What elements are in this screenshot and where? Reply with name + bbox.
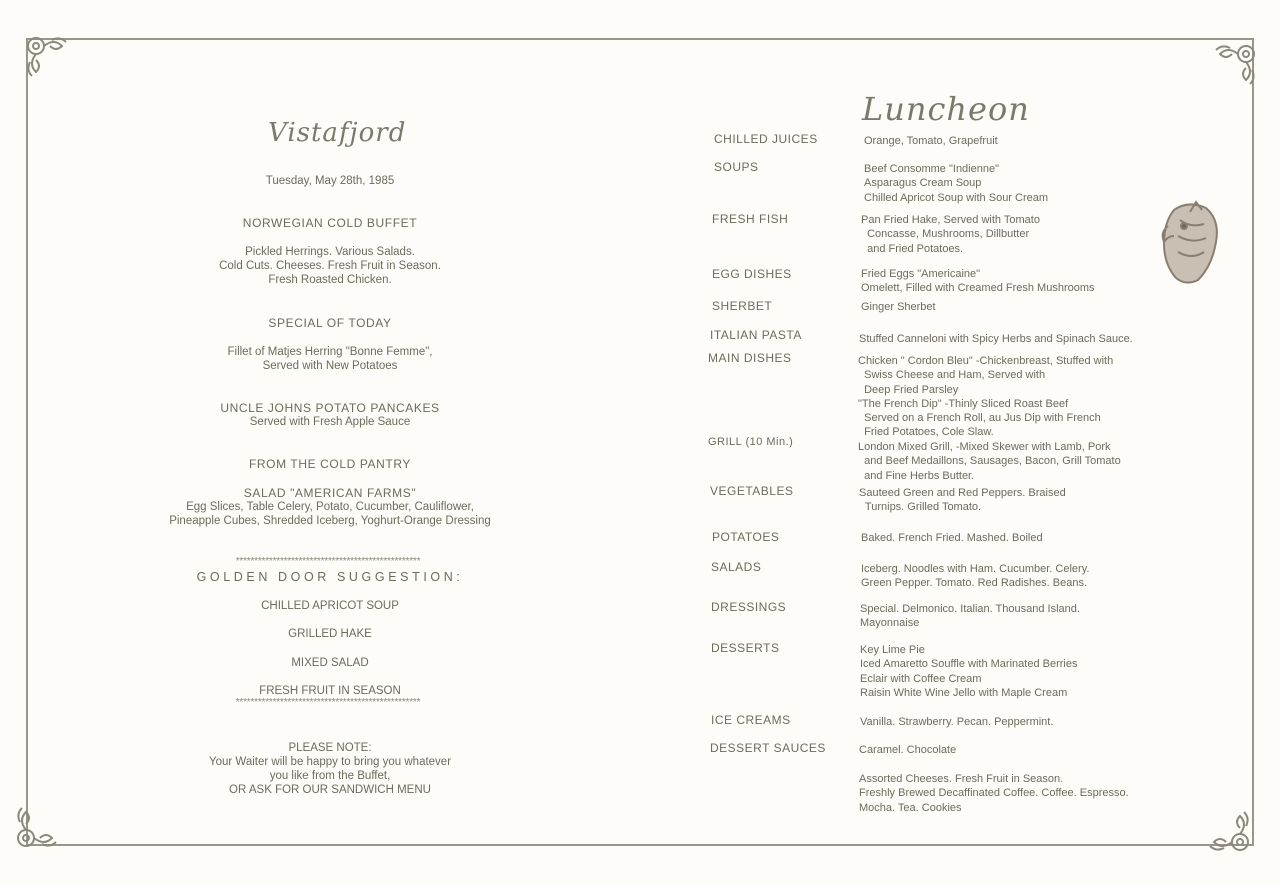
category-items: Special. Delmonico. Italian. Thousand Island. Mayonnaise xyxy=(860,603,1080,630)
category-items: Beef Consomme "Indienne" Asparagus Cream Soup Chilled Apricot Soup with Sour Cream xyxy=(864,163,1049,204)
category-label: FRESH FISH xyxy=(712,212,789,226)
category-items: Vanilla. Strawberry. Pecan. Peppermint. xyxy=(860,716,1054,728)
note-line: OR ASK FOR OUR SANDWICH MENU xyxy=(229,784,431,796)
golden-door-item: CHILLED APRICOT SOUP xyxy=(261,600,399,612)
corner-ornament-icon xyxy=(22,32,76,86)
section-heading: FROM THE COLD PANTRY xyxy=(248,457,412,471)
section-line: Pineapple Cubes, Shredded Iceberg, Yoghurt-Orange Dressing xyxy=(169,515,491,527)
note-line: Your Waiter will be happy to bring you whatever xyxy=(208,756,452,768)
category-items: Chicken " Cordon Bleu" -Chickenbreast, Stuffed with Swiss Cheese and Ham, Served with Deep Fried Parsley "The French Dip" -Thinly Sliced Roast Beef Served on a French Roll, au Jus Dip with French Fried Potatoes, Cole Slaw. xyxy=(858,355,1114,439)
section-line: Egg Slices, Table Celery, Potato, Cucumber, Cauliflower, xyxy=(186,501,474,513)
menu-date: Tuesday, May 28th, 1985 xyxy=(265,175,395,187)
stars-divider: ************************************************** xyxy=(235,556,421,567)
category-label: DESSERTS xyxy=(711,641,780,655)
category-label: DRESSINGS xyxy=(711,600,787,614)
category-items: Caramel. Chocolate xyxy=(859,744,957,756)
golden-door-title: GOLDEN DOOR SUGGESTION: xyxy=(196,570,464,584)
category-items: Baked. French Fried. Mashed. Boiled xyxy=(861,532,1043,544)
section-line: Fillet of Matjes Herring "Bonne Femme", xyxy=(227,346,433,358)
golden-door-item: FRESH FRUIT IN SEASON xyxy=(259,685,401,697)
luncheon-title: Luncheon xyxy=(862,90,1030,128)
ship-name: Vistafjord xyxy=(268,118,407,148)
corner-ornament-icon xyxy=(1200,802,1254,856)
category-label: ITALIAN PASTA xyxy=(710,328,802,342)
category-items: London Mixed Grill, -Mixed Skewer with Lamb, Pork and Beef Medaillons, Sausages, Bacon, Grill Tomato and Fine Herbs Butter. xyxy=(858,441,1121,482)
category-items: Pan Fried Hake, Served with Tomato Concasse, Mushrooms, Dillbutter and Fried Potatoes. xyxy=(861,214,1040,255)
fish-illustration-icon xyxy=(1160,196,1224,288)
section-heading: UNCLE JOHNS POTATO PANCAKES xyxy=(220,401,440,415)
category-label: CHILLED JUICES xyxy=(714,132,818,146)
section-heading: SPECIAL OF TODAY xyxy=(268,316,392,330)
corner-ornament-icon xyxy=(1206,40,1260,94)
category-items: Key Lime Pie Iced Amaretto Souffle with Marinated Berries Eclair with Coffee Cream Raisin White Wine Jello with Maple Cream xyxy=(860,644,1078,699)
category-items: Orange, Tomato, Grapefruit xyxy=(864,135,998,147)
category-label: POTATOES xyxy=(712,530,780,544)
golden-door-item: MIXED SALAD xyxy=(291,657,369,669)
closing-items: Assorted Cheeses. Fresh Fruit in Season. Freshly Brewed Decaffinated Coffee. Coffee. Espresso. Mocha. Tea. Cookies xyxy=(859,773,1129,814)
category-items: Iceberg. Noodles with Ham. Cucumber. Celery. Green Pepper. Tomato. Red Radishes. Beans. xyxy=(861,563,1090,590)
category-label: SALADS xyxy=(711,560,762,574)
section-line: Fresh Roasted Chicken. xyxy=(268,274,392,286)
section-line: Served with New Potatoes xyxy=(262,360,398,372)
section-line: Served with Fresh Apple Sauce xyxy=(249,416,411,428)
section-line: Cold Cuts. Cheeses. Fresh Fruit in Season. xyxy=(219,260,441,272)
category-items: Ginger Sherbet xyxy=(861,301,936,313)
category-label: SOUPS xyxy=(714,160,759,174)
section-line: Pickled Herrings. Various Salads. xyxy=(245,246,415,258)
category-label: ICE CREAMS xyxy=(711,713,791,727)
category-label: GRILL (10 Min.) xyxy=(708,436,794,448)
category-label: DESSERT SAUCES xyxy=(710,741,826,755)
corner-ornament-icon xyxy=(12,798,66,852)
section-heading: NORWEGIAN COLD BUFFET xyxy=(242,216,418,230)
category-label: MAIN DISHES xyxy=(708,351,792,365)
category-label: VEGETABLES xyxy=(710,484,794,498)
golden-door-item: GRILLED HAKE xyxy=(288,628,372,640)
category-label: EGG DISHES xyxy=(712,267,792,281)
note-title: PLEASE NOTE: xyxy=(288,742,372,754)
stars-divider: ************************************************** xyxy=(235,697,421,708)
section-heading: SALAD "AMERICAN FARMS" xyxy=(243,486,417,500)
category-items: Sauteed Green and Red Peppers. Braised Turnips. Grilled Tomato. xyxy=(859,487,1066,514)
category-items: Fried Eggs "Americaine" Omelett, Filled with Creamed Fresh Mushrooms xyxy=(861,268,1095,295)
category-items: Stuffed Canneloni with Spicy Herbs and Spinach Sauce. xyxy=(859,333,1133,345)
note-line: you like from the Buffet, xyxy=(269,770,391,782)
category-label: SHERBET xyxy=(712,299,773,313)
